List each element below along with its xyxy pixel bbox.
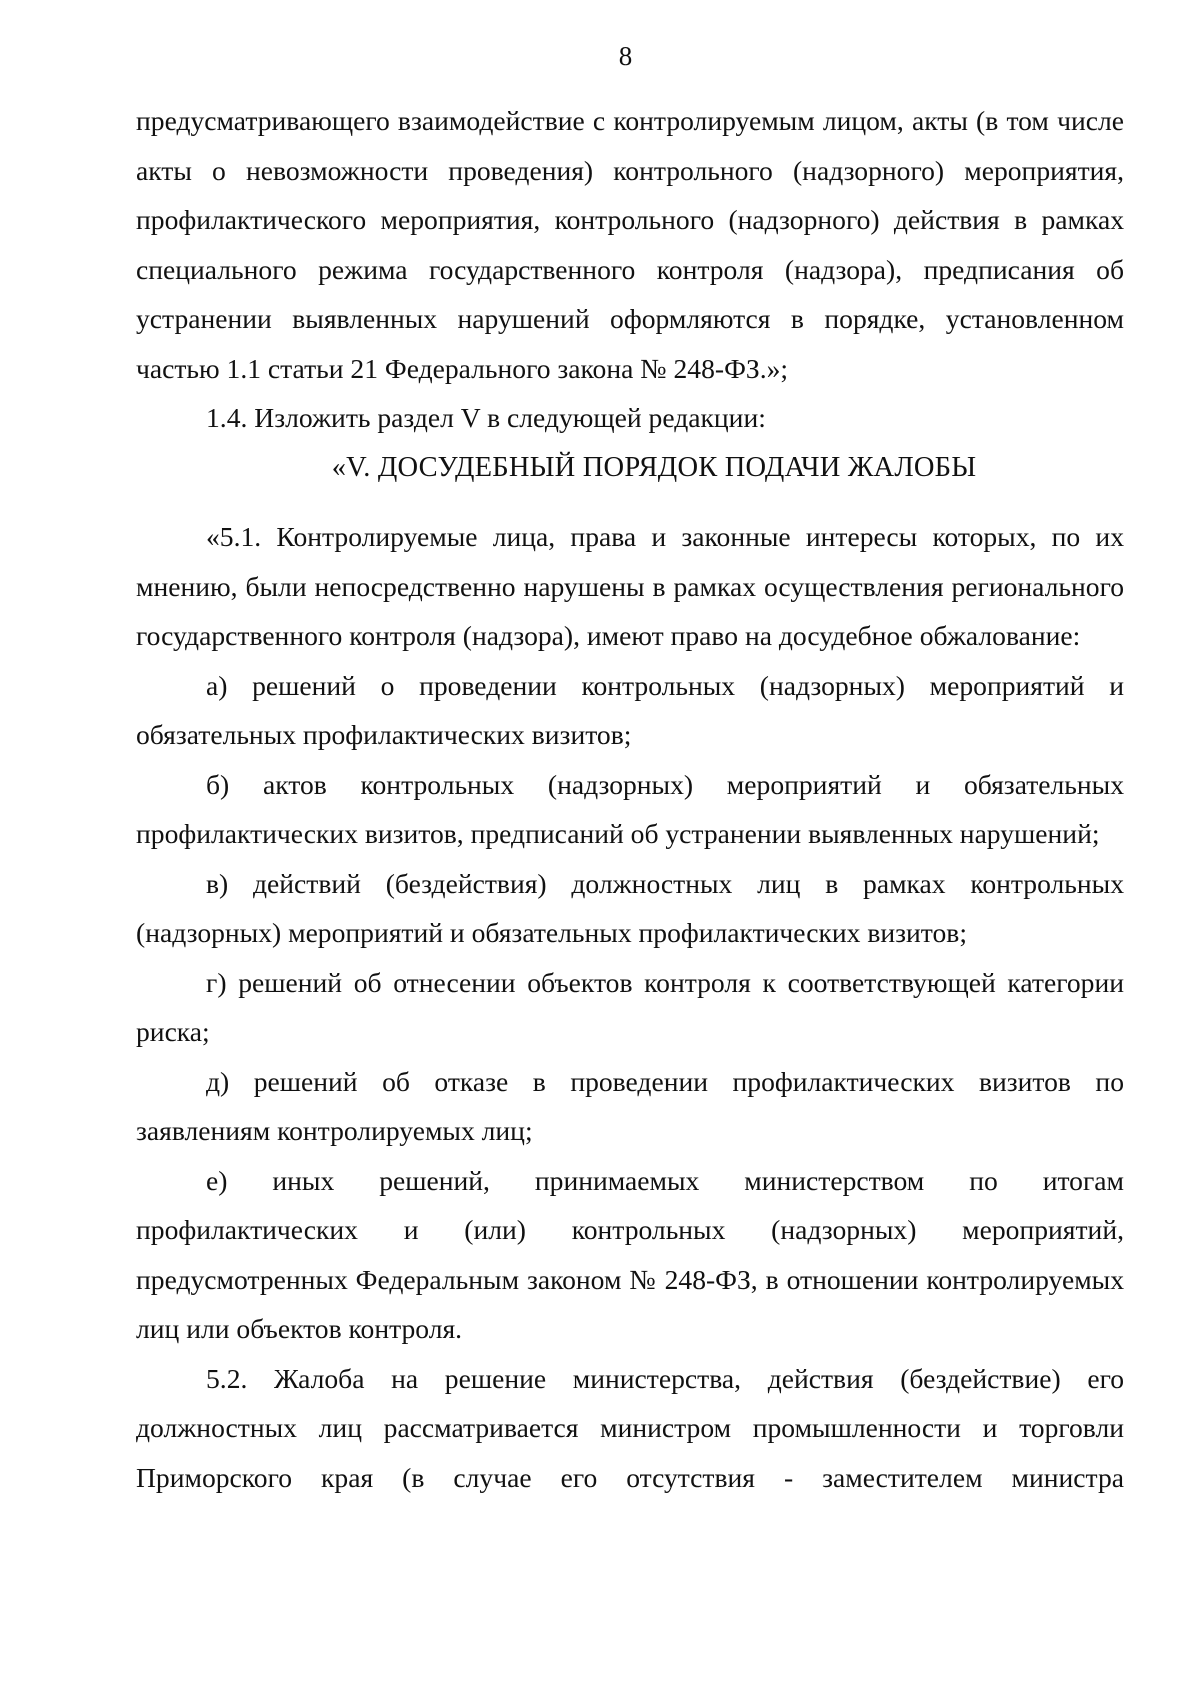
paragraph-5-1: «5.1. Контролируемые лица, права и законные интересы которых, по их мнению, были непосредственно нарушены в рамках осуществления регионального государственного контроля (надзора), имеют право на досудебное обжалование: <box>136 521 1124 651</box>
document-body <box>136 96 1124 1502</box>
list-item-d: д) решений об отказе в проведении профилактических визитов по заявлениям контролируемых лиц; <box>136 1065 1124 1146</box>
paragraph-1-4: 1.4. Изложить раздел V в следующей редакции: <box>206 402 766 433</box>
page-number: 8 <box>618 41 633 71</box>
list-item-b: б) актов контрольных (надзорных) мероприятий и обязательных профилактических визитов, предписаний об устранении выявленных нарушений; <box>136 768 1124 849</box>
section-heading: «V. ДОСУДЕБНЫЙ ПОРЯДОК ПОДАЧИ ЖАЛОБЫ <box>331 451 977 483</box>
paragraph-5-2: 5.2. Жалоба на решение министерства, действия (бездействие) его должностных лиц рассматривается министром промышленности и торговли Приморского края (в случае его отсутствия - заместителем министра <box>136 1362 1124 1493</box>
list-item-v: в) действий (бездействия) должностных лиц в рамках контрольных (надзорных) мероприятий и обязательных профилактических визитов; <box>136 867 1124 948</box>
list-item-a: а) решений о проведении контрольных (надзорных) мероприятий и обязательных профилактических визитов; <box>136 669 1124 750</box>
list-item-g: г) решений об отнесении объектов контроля к соответствующей категории риска; <box>136 966 1124 1047</box>
paragraph-intro: предусматривающего взаимодействие с контролируемым лицом, акты (в том числе акты о невозможности проведения) контрольного (надзорного) мероприятия, профилактического мероприятия, контрольного (надзорного) действия в рамках специального режима государственного контроля (надзора), предписания об устранении выявленных нарушений оформляются в порядке, установленном частью 1.1 статьи 21 Федерального закона № 248-ФЗ.»; <box>136 105 1124 384</box>
list-item-e: е) иных решений, принимаемых министерством по итогам профилактических и (или) контрольных (надзорных) мероприятий, предусмотренных Федеральным законом № 248-ФЗ, в отношении контролируемых лиц или объектов контроля. <box>136 1164 1124 1344</box>
